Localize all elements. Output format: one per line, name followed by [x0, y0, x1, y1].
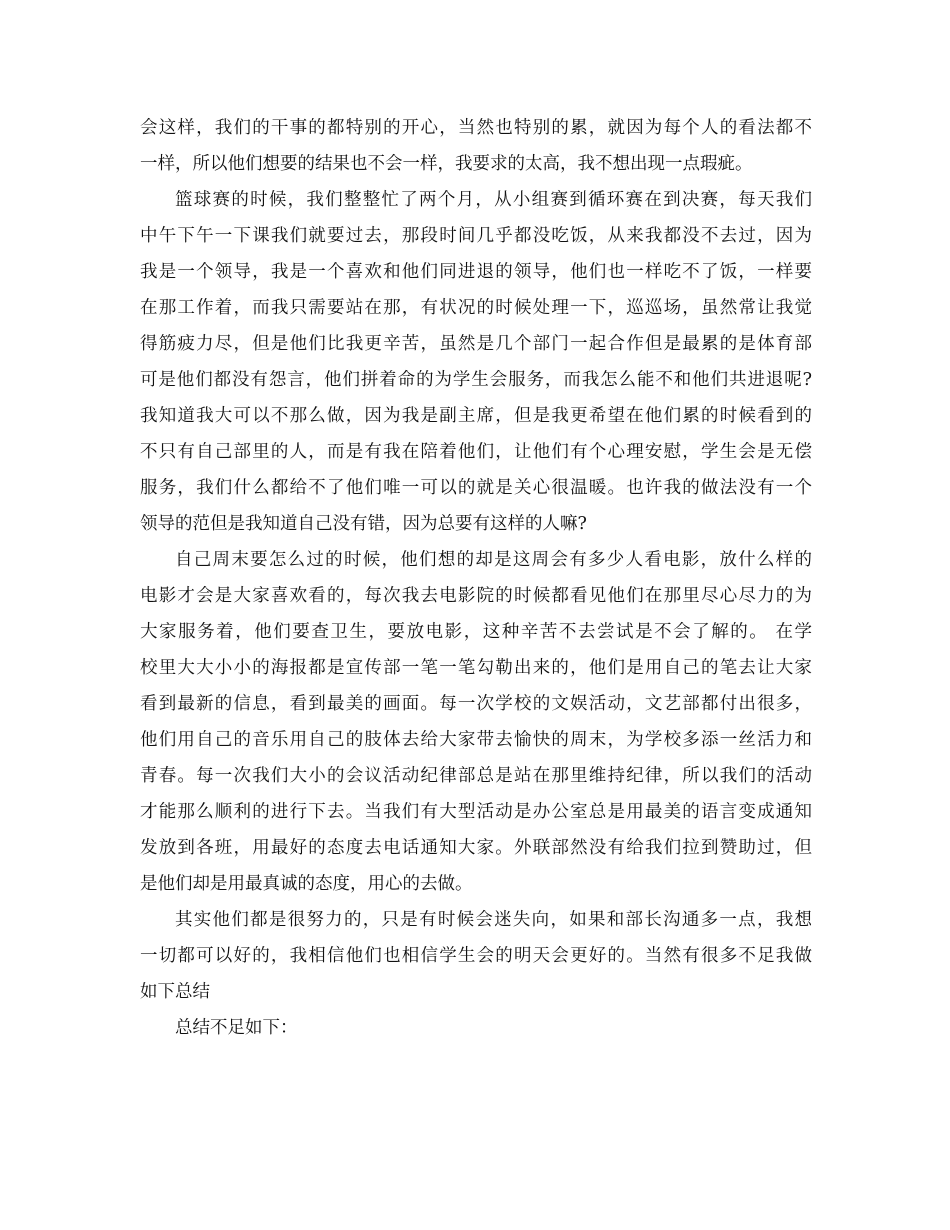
- text-line: 如下总结: [140, 982, 210, 1002]
- text-line: 大家服务着，他们要查卫生，要放电影，这种辛苦不去尝试是不会了解的。 在学: [140, 622, 812, 642]
- text-line: 服务，我们什么都给不了他们唯一可以的就是关心很温暖。也许我的做法没有一个: [140, 478, 812, 498]
- text-line: 发放到各班，用最好的态度去电话通知大家。外联部然没有给我们拉到赞助过，但: [140, 838, 812, 858]
- text-line: 在那工作着，而我只需要站在那，有状况的时候处理一下，巡巡场，虽然常让我觉: [140, 298, 812, 318]
- paragraph: [140, 542, 812, 902]
- text-line: 篮球赛的时候，我们整整忙了两个月，从小组赛到循环赛在到决赛，每天我们: [175, 190, 812, 210]
- text-line: 其实他们都是很努力的，只是有时候会迷失向，如果和部长沟通多一点，我想: [175, 910, 812, 930]
- text-line: 电影才会是大家喜欢看的，每次我去电影院的时候都看见他们在那里尽心尽力的为: [140, 586, 812, 606]
- paragraph: [140, 902, 812, 1010]
- text-line: 他们用自己的音乐用自己的肢体去给大家带去愉快的周末，为学校多添一丝活力和: [140, 730, 812, 750]
- text-line: 是他们却是用最真诚的态度，用心的去做。: [140, 874, 473, 894]
- text-line: 校里大大小小的海报都是宣传部一笔一笔勾勒出来的，他们是用自己的笔去让大家: [140, 658, 812, 678]
- text-line: 可是他们都没有怨言，他们拼着命的为学生会服务，而我怎么能不和他们共进退呢?: [140, 370, 812, 390]
- text-line: 才能那么顺利的进行下去。当我们有大型活动是办公室总是用最美的语言变成通知: [140, 802, 812, 822]
- text-line: 看到最新的信息，看到最美的画面。每一次学校的文娱活动，文艺部都付出很多，: [140, 694, 812, 714]
- text-line: 一切都可以好的，我相信他们也相信学生会的明天会更好的。当然有很多不足我做: [140, 946, 812, 966]
- paragraph: [140, 1010, 812, 1046]
- text-line: 总结不足如下：: [175, 1018, 298, 1038]
- text-line: 自己周末要怎么过的时候，他们想的却是这周会有多少人看电影，放什么样的: [175, 550, 812, 570]
- text-line: 我是一个领导，我是一个喜欢和他们同进退的领导，他们也一样吃不了饭，一样要: [140, 262, 812, 282]
- text-line: 得筋疲力尽，但是他们比我更辛苦，虽然是几个部门一起合作但是最累的是体育部: [140, 334, 812, 354]
- text-line: 中午下午一下课我们就要过去，那段时间几乎都没吃饭，从来我都没不去过，因为: [140, 226, 812, 246]
- text-line: 我知道我大可以不那么做，因为我是副主席，但是我更希望在他们累的时候看到的: [140, 406, 812, 426]
- paragraph: [140, 110, 812, 182]
- text-line: 青春。每一次我们大小的会议活动纪律部总是站在那里维持纪律，所以我们的活动: [140, 766, 812, 786]
- text-line: 会这样，我们的干事的都特别的开心，当然也特别的累，就因为每个人的看法都不: [140, 118, 812, 138]
- document-body: [140, 110, 812, 1046]
- text-line: 不只有自己部里的人，而是有我在陪着他们，让他们有个心理安慰，学生会是无偿: [140, 442, 812, 462]
- paragraph: [140, 182, 812, 542]
- text-line: 领导的范但是我知道自己没有错，因为总要有这样的人嘛?: [140, 514, 587, 534]
- text-line: 一样，所以他们想要的结果也不会一样，我要求的太高，我不想出现一点瑕疵。: [140, 154, 753, 174]
